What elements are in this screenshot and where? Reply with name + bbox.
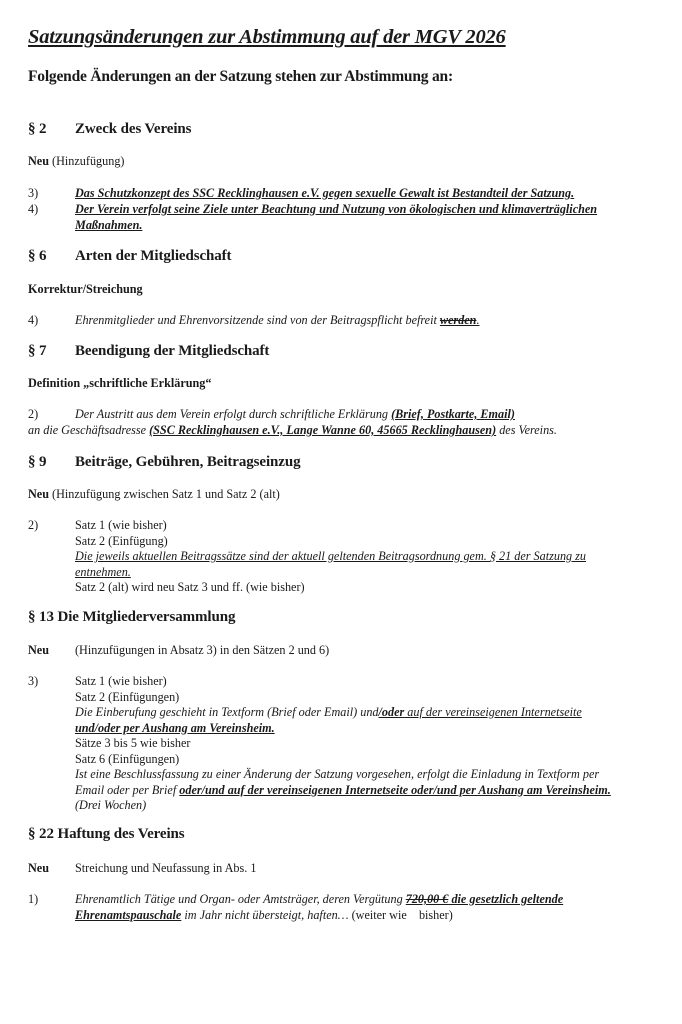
inserted-text: Maßnahmen.: [75, 217, 143, 232]
label-bold: Neu: [28, 487, 49, 501]
item-text: Ist eine Beschlussfassung zu einer Änderung der Satzung vorgesehen, erfolgt die Einladung in Textform per: [75, 767, 600, 781]
section-title: Arten der Mitgliedschaft: [75, 248, 232, 264]
section-number: § 9: [28, 454, 47, 470]
item-number: 2): [28, 518, 39, 532]
item-line: Satz 2 (alt) wird neu Satz 3 und ff. (wie bisher): [75, 580, 305, 594]
inserted-text: entnehmen.: [75, 564, 131, 579]
inserted-text: oder/und auf der vereinseigenen Internetseite oder/und per Aushang am Vereinsheim.: [179, 782, 611, 797]
item-line: Satz 1 (wie bisher): [75, 518, 167, 532]
punctuation: .: [476, 313, 480, 327]
section-22-item-1: [28, 892, 668, 924]
section-number: § 6: [28, 248, 47, 264]
inserted-text: Ehrenamtspauschale: [75, 907, 182, 922]
section-9-heading: [28, 454, 300, 471]
inserted-text: auf der vereinseigenen Internetseite: [404, 705, 582, 719]
inserted-text: (SSC Recklinghausen e.V., Lange Wanne 60, 45665 Recklinghausen): [149, 423, 497, 437]
section-7-item-2: [28, 407, 668, 439]
section-13-item-3: [28, 674, 668, 814]
item-text: (weiter wie bisher): [351, 907, 453, 922]
item-number: 4): [28, 313, 39, 327]
inserted-text: /oder: [378, 705, 405, 719]
item-line: Satz 2 (Einfügungen): [75, 689, 180, 704]
item-text: Ehrenmitglieder und Ehrenvorsitzende sind von der Beitragspflicht befreit: [75, 313, 440, 327]
item-number: 4): [28, 202, 39, 216]
item-number: 2): [28, 407, 39, 421]
section-6-heading: [28, 248, 231, 265]
section-13-label: [28, 643, 329, 658]
inserted-text: (Brief, Postkarte, Email): [391, 407, 515, 421]
item-text: Der Austritt aus dem Verein erfolgt durch schriftliche Erklärung: [75, 407, 392, 421]
section-2-item-4: [28, 202, 668, 234]
item-text: Email oder per Brief: [75, 782, 180, 797]
label-rest: Streichung und Neufassung in Abs. 1: [75, 861, 257, 875]
item-text: Ehrenamtlich Tätige und Organ- oder Amtsträger, deren Vergütung: [75, 892, 406, 906]
label-bold: Neu: [28, 643, 49, 657]
inserted-text: Die jeweils aktuellen Beitragssätze sind der aktuell geltenden Beitragsordnung gem. § 21 der Satzung zu: [75, 549, 587, 563]
item-text: (Drei Wochen): [75, 798, 147, 812]
label-bold: Neu: [28, 154, 49, 168]
deleted-text: werden: [439, 313, 477, 327]
item-text: an die Geschäftsadresse: [28, 423, 150, 437]
document-title: Satzungsänderungen zur Abstimmung auf der MGV 2026: [28, 26, 506, 48]
item-line: Sätze 3 bis 5 wie bisher: [75, 736, 191, 750]
inserted-text: die gesetzlich geltende: [448, 892, 564, 906]
section-7-heading: [28, 343, 269, 360]
section-22-label: [28, 861, 256, 876]
section-7-label: Definition „schriftliche Erklärung“: [28, 376, 212, 390]
inserted-text: Das Schutzkonzept des SSC Recklinghausen e.V. gegen sexuelle Gewalt ist Bestandteil der Satzung.: [75, 186, 575, 200]
inserted-text: Der Verein verfolgt seine Ziele unter Beachtung und Nutzung von ökologischen und klimaverträglichen: [75, 202, 598, 216]
section-title: Beiträge, Gebühren, Beitragseinzug: [75, 454, 301, 470]
label-bold: Neu: [28, 861, 49, 875]
section-9-label: [28, 487, 280, 502]
item-text: Die Einberufung geschieht in Textform (Brief oder Email) und: [75, 705, 379, 719]
label-rest: (Hinzufügungen in Absatz 3) in den Sätzen 2 und 6): [75, 643, 330, 657]
item-number: 3): [28, 186, 39, 200]
item-line: Satz 2 (Einfügung): [75, 533, 168, 548]
intro-text: Folgende Änderungen an der Satzung stehen zur Abstimmung an:: [28, 68, 453, 85]
item-text: des Vereins.: [496, 423, 557, 437]
section-9-item-2: [28, 518, 668, 598]
section-2-heading: [28, 121, 191, 138]
section-6-item-4: [28, 313, 668, 329]
item-line: Satz 6 (Einfügungen): [75, 751, 180, 766]
section-title: Zweck des Vereins: [75, 121, 192, 137]
deleted-text: 720,00 €: [405, 892, 449, 906]
item-number: 1): [28, 892, 39, 906]
section-number: § 7: [28, 343, 47, 359]
label-rest: (Hinzufügung zwischen Satz 1 und Satz 2 (alt): [49, 487, 280, 501]
item-text: im Jahr nicht übersteigt, haften…: [181, 907, 352, 922]
inserted-text: und/oder per Aushang am Vereinsheim.: [75, 720, 275, 735]
section-title: Beendigung der Mitgliedschaft: [75, 343, 270, 359]
section-2-label: [28, 154, 124, 169]
item-number: 3): [28, 674, 39, 688]
section-6-label: Korrektur/Streichung: [28, 282, 143, 296]
item-line: Satz 1 (wie bisher): [75, 674, 167, 688]
section-number: § 2: [28, 121, 47, 137]
section-2-item-3: [28, 186, 668, 202]
label-rest: (Hinzufügung): [49, 154, 125, 168]
section-22-heading: § 22 Haftung des Vereins: [28, 826, 185, 842]
section-13-heading: § 13 Die Mitgliederversammlung: [28, 609, 236, 625]
